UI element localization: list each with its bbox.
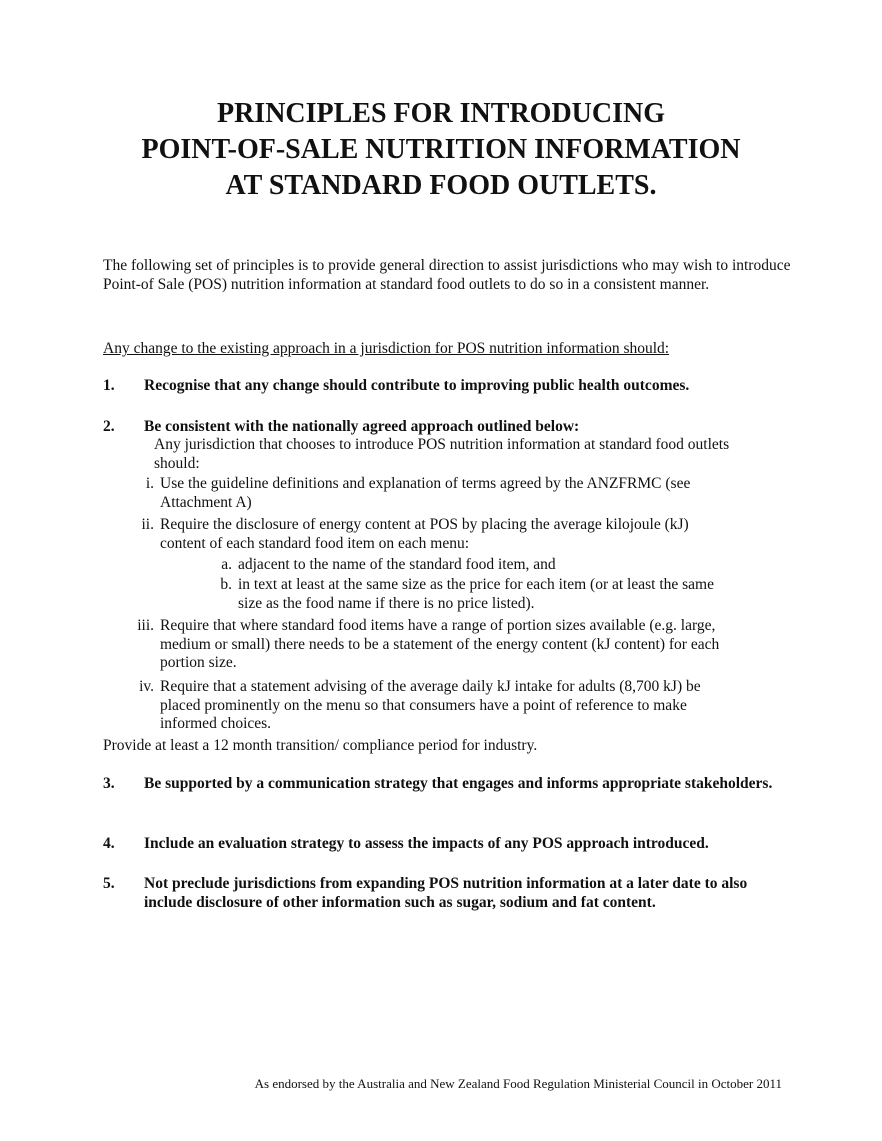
requirement-text: Use the guideline definitions and explanation of terms agreed by the ANZFRMC (see Attachment A) — [160, 475, 691, 511]
principle-text: Not preclude jurisdictions from expanding POS nutrition information at a later date to also include disclosure of other information such as sugar, sodium and fat content. — [144, 875, 748, 911]
requirement-text: Require the disclosure of energy content at POS by placing the average kilojoule (kJ) content of each standard food item on each menu: — [160, 516, 689, 552]
requirement-number: ii. — [141, 516, 154, 533]
principle-2-intro: Any jurisdiction that chooses to introduce POS nutrition information at standard food outlets should: — [154, 436, 730, 472]
principle-number: 5. — [103, 875, 115, 892]
requirement-number: i. — [145, 475, 154, 492]
subpoint-text: in text at least at the same size as the price for each item (or at least the same size as the food name if there is no price listed). — [238, 576, 714, 612]
principle-text: Be supported by a communication strategy that engages and informs appropriate stakeholders. — [144, 775, 773, 792]
subpoint-text: adjacent to the name of the standard food item, and — [238, 556, 556, 573]
transition-period: Provide at least a 12 month transition/ compliance period for industry. — [103, 737, 538, 754]
document-title — [0, 96, 882, 204]
principle-number: 1. — [103, 377, 115, 394]
requirement-number: iv. — [139, 678, 154, 695]
principle-text: Include an evaluation strategy to assess the impacts of any POS approach introduced. — [144, 835, 709, 852]
requirement-text: Require that where standard food items have a range of portion sizes available (e.g. large, medium or small) there needs to be a statement of the energy content (kJ content) for each portion size. — [160, 617, 720, 671]
principle-text: Recognise that any change should contribute to improving public health outcomes. — [144, 377, 690, 394]
intro-paragraph: The following set of principles is to provide general direction to assist jurisdictions who may wish to introduce Point-of Sale (POS) nutrition information at standard food outlets to do so in a consistent manner. — [103, 257, 791, 293]
subpoint-letter: a. — [221, 556, 232, 573]
title-line: POINT-OF-SALE NUTRITION INFORMATION — [141, 134, 741, 165]
subpoint-letter: b. — [220, 576, 232, 593]
title-line: PRINCIPLES FOR INTRODUCING — [216, 98, 666, 129]
principle-number: 2. — [103, 418, 115, 435]
requirement-number: iii. — [137, 617, 154, 634]
endorsement-footer: As endorsed by the Australia and New Zealand Food Regulation Ministerial Council in October 2011 — [254, 1076, 782, 1091]
requirement-text: Require that a statement advising of the average daily kJ intake for adults (8,700 kJ) be placed prominently on the menu so that consumers have a point of reference to make informed choices. — [160, 678, 701, 732]
principle-number: 3. — [103, 775, 115, 792]
principle-text: Be consistent with the nationally agreed approach outlined below: — [144, 418, 580, 435]
lead-sentence: Any change to the existing approach in a jurisdiction for POS nutrition information should: — [103, 340, 670, 357]
principle-number: 4. — [103, 835, 115, 852]
title-line: AT STANDARD FOOD OUTLETS. — [225, 170, 657, 201]
